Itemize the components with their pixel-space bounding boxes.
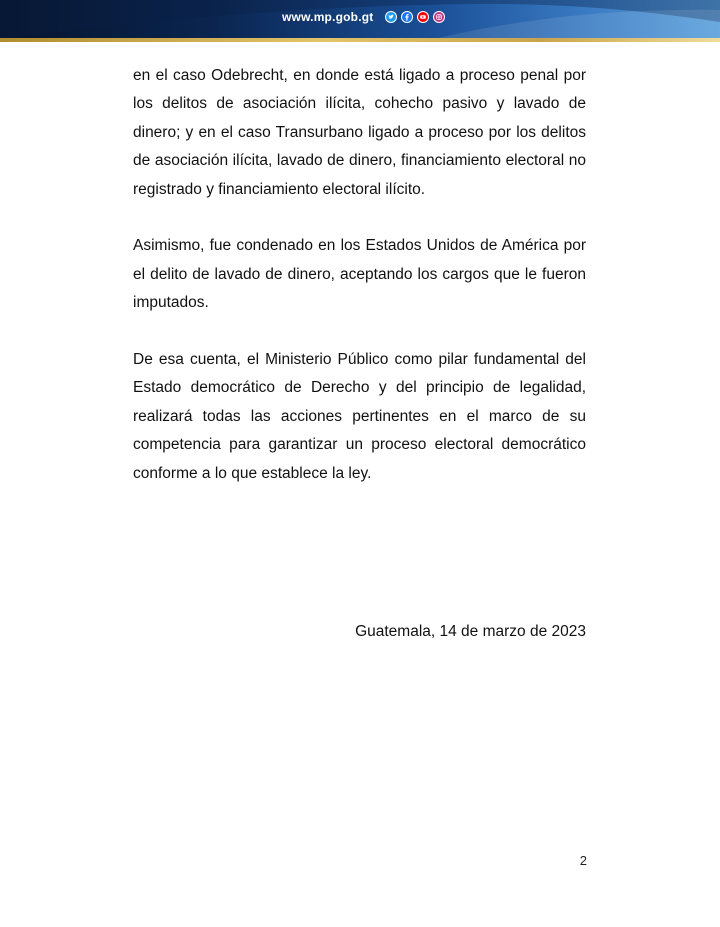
instagram-icon[interactable]: [433, 11, 445, 23]
twitter-icon[interactable]: [385, 11, 397, 23]
header-contact-bar: [282, 8, 445, 26]
place-date-line: Guatemala, 14 de marzo de 2023: [355, 623, 586, 640]
document-body: [133, 62, 586, 488]
paragraph-us-conviction: Asimismo, fue condenado en los Estados Unidos de América por el delito de lavado de dinero, aceptando los cargos que le fueron imputados.: [133, 237, 586, 312]
paragraph-ministerio-publico: De esa cuenta, el Ministerio Público como pilar fundamental del Estado democrático de Derecho y del principio de legalidad, realizará todas las acciones pertinentes en el marco de su competencia para garantizar un proceso electoral democrático conforme a lo que establece la ley.: [133, 351, 586, 482]
header-gold-divider: [0, 38, 720, 42]
youtube-icon[interactable]: [417, 11, 429, 23]
paragraph-odebrecht-transurbano: en el caso Odebrecht, en donde está ligado a proceso penal por los delitos de asociación ilícita, cohecho pasivo y lavado de dinero; y en el caso Transurbano ligado a proceso por los delitos de asociación ilícita, lavado de dinero, financiamiento electoral no registrado y financiamiento electoral ilícito.: [133, 67, 586, 198]
header-banner: [0, 0, 720, 40]
page-number: 2: [579, 853, 587, 868]
facebook-icon[interactable]: [401, 11, 413, 23]
site-url-link[interactable]: www.mp.gob.gt: [282, 10, 374, 24]
